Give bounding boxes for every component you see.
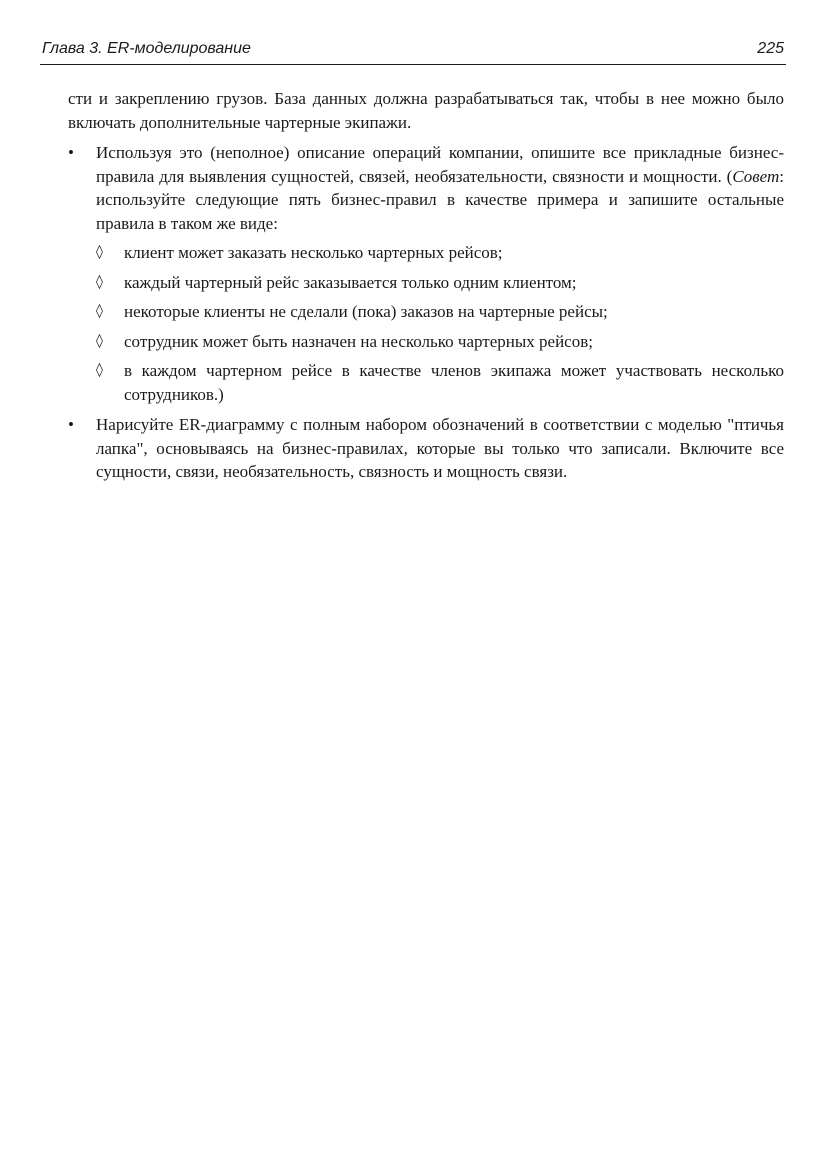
chapter-title: Глава 3. ER-моделирование [42, 40, 251, 57]
bullet-icon: • [68, 143, 74, 162]
diamond-icon: ◊ [96, 332, 103, 349]
list-item-text: клиент может заказать несколько чартерных рейсов; [124, 243, 503, 262]
list-item-text: некоторые клиенты не сделали (пока) заказов на чартерные рейсы; [124, 302, 608, 321]
intro-paragraph: сти и закреплению грузов. База данных должна разрабатываться так, чтобы в нее можно было включать дополнительные чартерные экипажи. [68, 89, 784, 132]
list-item [96, 359, 784, 406]
diamond-icon: ◊ [96, 303, 103, 319]
page-body [68, 87, 784, 491]
business-rules-list [96, 241, 784, 406]
bullet-1-text [96, 141, 784, 235]
list-item-text: в каждом чартерном рейсе в качестве членов экипажа может участвовать несколько сотрудников.) [124, 361, 784, 404]
list-item-text: сотрудник может быть назначен на несколько чартерных рейсов; [124, 331, 593, 351]
page-number: 225 [757, 40, 784, 57]
diamond-icon: ◊ [96, 362, 103, 378]
page-header [40, 38, 786, 65]
list-item [96, 241, 784, 265]
diamond-icon: ◊ [96, 244, 103, 260]
list-item [96, 300, 784, 324]
bullet-2-text: Нарисуйте ER-диаграмму с полным набором обозначений в соответствии с моделью "птичья лапка", основываясь на бизнес-правилах, которые вы только что записали. Включите все сущности, связи, необязательность, связность и мощность связи. [96, 415, 784, 481]
list-item [96, 330, 784, 354]
list-item-text: каждый чартерный рейс заказывается только одним клиентом; [124, 272, 577, 292]
bullet-icon: • [68, 415, 74, 434]
bullet-item-1 [68, 141, 784, 406]
bullet-1-text-part: : используйте следующие пять бизнес-правил в качестве примера и запишите остальные правила в таком же виде: [96, 166, 784, 233]
bullet-item-2 [68, 413, 784, 484]
bullet-1-text-part: Используя это (неполное) описание операций компании, опишите все прикладные бизнес-правила для выявления сущностей, связей, необязательности, связности и мощности. ( [96, 143, 784, 186]
list-item [96, 271, 784, 295]
advice-emphasis: Совет [732, 166, 780, 186]
diamond-icon: ◊ [96, 273, 103, 290]
